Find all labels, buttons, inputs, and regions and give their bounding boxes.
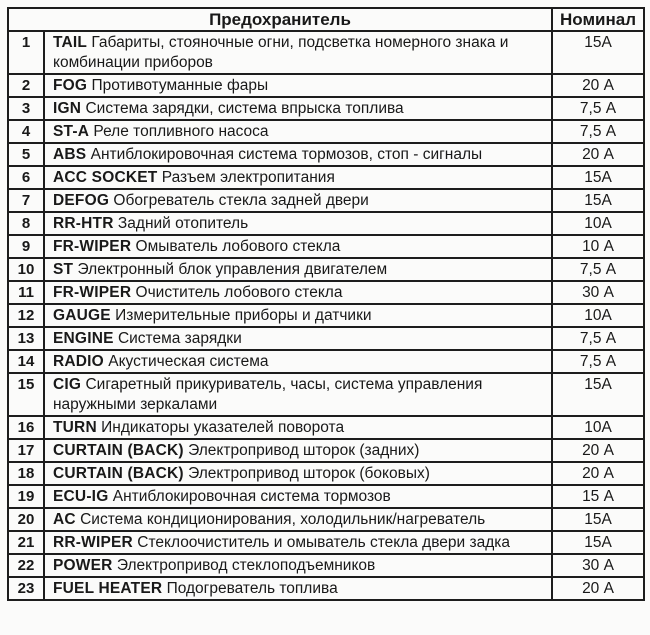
fuse-description — [44, 235, 552, 258]
table-row — [8, 281, 644, 304]
table-row — [8, 212, 644, 235]
fuse-number: 7 — [8, 189, 44, 212]
fuse-rating: 15A — [552, 31, 644, 74]
fuse-description-text: Стеклоочиститель и омыватель стекла двери задка — [132, 534, 511, 551]
table-row — [8, 373, 644, 416]
fuse-code: FOG — [53, 77, 88, 94]
fuse-description — [44, 31, 552, 74]
fuse-rating: 7,5 А — [552, 120, 644, 143]
fuse-code: ACC SOCKET — [53, 169, 158, 186]
fuse-code: ABS — [53, 146, 87, 163]
fuse-code: GAUGE — [53, 307, 111, 324]
fuse-number: 15 — [8, 373, 44, 416]
table-row — [8, 350, 644, 373]
fuse-description — [44, 462, 552, 485]
fuse-number: 19 — [8, 485, 44, 508]
fuse-description — [44, 97, 552, 120]
fuse-rating: 30 А — [552, 554, 644, 577]
fuse-description-text: Задний отопитель — [113, 215, 249, 232]
fuse-number: 5 — [8, 143, 44, 166]
fuse-code: IGN — [53, 100, 82, 117]
fuse-description-text: Акустическая система — [103, 353, 269, 370]
fuse-code: TURN — [53, 419, 97, 436]
fuse-number: 20 — [8, 508, 44, 531]
fuse-rating: 10А — [552, 416, 644, 439]
fuse-rating: 15А — [552, 373, 644, 416]
fuse-description — [44, 166, 552, 189]
table-row — [8, 439, 644, 462]
rating-column-header: Номинал — [552, 8, 644, 31]
fuse-rating: 7,5 А — [552, 258, 644, 281]
fuse-code: RR-HTR — [53, 215, 114, 232]
fuse-description-text: Система зарядки, система впрыска топлива — [81, 100, 404, 117]
fuse-description-text: Измерительные приборы и датчики — [110, 307, 372, 324]
fuse-code: FUEL HEATER — [53, 580, 163, 597]
fuse-code: FR-WIPER — [53, 284, 132, 301]
table-row — [8, 189, 644, 212]
fuse-number: 2 — [8, 74, 44, 97]
fuse-rating: 30 А — [552, 281, 644, 304]
fuse-number: 10 — [8, 258, 44, 281]
fuse-code: DEFOG — [53, 192, 110, 209]
fuse-description-text: Система зарядки — [113, 330, 242, 347]
fuse-description-text: Противотуманные фары — [87, 77, 269, 94]
fuse-description-text: Электропривод шторок (боковых) — [183, 465, 430, 482]
fuse-number: 6 — [8, 166, 44, 189]
fuse-description — [44, 577, 552, 600]
fuse-table-header — [8, 8, 644, 31]
fuse-number: 3 — [8, 97, 44, 120]
fuse-number: 4 — [8, 120, 44, 143]
fuse-number: 22 — [8, 554, 44, 577]
fuse-description-text: Омыватель лобового стекла — [131, 238, 341, 255]
fuse-code: CURTAIN (BACK) — [53, 442, 184, 459]
fuse-description — [44, 485, 552, 508]
fuse-number: 18 — [8, 462, 44, 485]
fuse-code: CURTAIN (BACK) — [53, 465, 184, 482]
table-row — [8, 554, 644, 577]
fuse-rating: 7,5 А — [552, 327, 644, 350]
table-row — [8, 97, 644, 120]
fuse-description — [44, 439, 552, 462]
fuse-description — [44, 189, 552, 212]
fuse-number: 13 — [8, 327, 44, 350]
fuse-description — [44, 350, 552, 373]
fuse-rating: 15А — [552, 166, 644, 189]
fuse-number: 12 — [8, 304, 44, 327]
fuse-rating: 20 А — [552, 462, 644, 485]
fuse-description — [44, 120, 552, 143]
fuse-code: FR-WIPER — [53, 238, 132, 255]
table-row — [8, 416, 644, 439]
fuse-code: POWER — [53, 557, 113, 574]
fuse-number: 14 — [8, 350, 44, 373]
fuse-number: 8 — [8, 212, 44, 235]
table-row — [8, 531, 644, 554]
fuse-description — [44, 143, 552, 166]
fuse-description-text: Подогреватель топлива — [162, 580, 338, 597]
fuse-rating: 20 А — [552, 439, 644, 462]
fuse-code: ECU-IG — [53, 488, 109, 505]
fuse-column-header: Предохранитель — [8, 8, 552, 31]
fuse-number: 21 — [8, 531, 44, 554]
fuse-rating: 20 А — [552, 577, 644, 600]
fuse-rating: 10 А — [552, 235, 644, 258]
fuse-number: 16 — [8, 416, 44, 439]
fuse-rating: 20 А — [552, 143, 644, 166]
fuse-rating: 10А — [552, 212, 644, 235]
table-row — [8, 508, 644, 531]
fuse-number: 17 — [8, 439, 44, 462]
fuse-description — [44, 508, 552, 531]
fuse-rating: 7,5 А — [552, 350, 644, 373]
fuse-description — [44, 554, 552, 577]
fuse-description-text: Обогреватель стекла задней двери — [109, 192, 369, 209]
fuse-number: 1 — [8, 31, 44, 74]
table-row — [8, 235, 644, 258]
fuse-description-text: Система кондиционирования, холодильник/нагреватель — [75, 511, 486, 528]
fuse-number: 23 — [8, 577, 44, 600]
fuse-code: ST-A — [53, 123, 90, 140]
fuse-code: RR-WIPER — [53, 534, 133, 551]
fuse-description — [44, 416, 552, 439]
fuse-description — [44, 258, 552, 281]
table-row — [8, 327, 644, 350]
fuse-number: 11 — [8, 281, 44, 304]
table-row — [8, 143, 644, 166]
fuse-code: ENGINE — [53, 330, 114, 347]
fuse-code: TAIL — [53, 34, 88, 51]
fuse-description-text: Сигаретный прикуриватель, часы, система управления наружными зеркалами — [53, 376, 483, 413]
fuse-description-text: Разъем электропитания — [157, 169, 335, 186]
fuse-code: RADIO — [53, 353, 104, 370]
fuse-table-body — [8, 31, 644, 600]
table-row — [8, 577, 644, 600]
table-row — [8, 485, 644, 508]
fuse-description-text: Электронный блок управления двигателем — [73, 261, 388, 278]
fuse-code: CIG — [53, 376, 82, 393]
fuse-description — [44, 212, 552, 235]
fuse-number: 9 — [8, 235, 44, 258]
fuse-table — [7, 7, 645, 601]
header-row — [8, 8, 644, 31]
fuse-description-text: Антиблокировочная система тормозов, стоп - сигналы — [86, 146, 483, 163]
table-row — [8, 31, 644, 74]
table-row — [8, 258, 644, 281]
fuse-rating: 15А — [552, 508, 644, 531]
fuse-rating: 10А — [552, 304, 644, 327]
fuse-description — [44, 531, 552, 554]
fuse-rating: 7,5 А — [552, 97, 644, 120]
fuse-code: ST — [53, 261, 74, 278]
fuse-description-text: Электропривод стеклоподъемников — [112, 557, 376, 574]
table-row — [8, 462, 644, 485]
fuse-description-text: Индикаторы указателей поворота — [96, 419, 345, 436]
fuse-description — [44, 281, 552, 304]
fuse-description-text: Антиблокировочная система тормозов — [108, 488, 391, 505]
table-row — [8, 74, 644, 97]
fuse-description-text: Очиститель лобового стекла — [131, 284, 343, 301]
fuse-description — [44, 74, 552, 97]
fuse-description — [44, 304, 552, 327]
fuse-rating: 15А — [552, 189, 644, 212]
fuse-rating: 15А — [552, 531, 644, 554]
fuse-description — [44, 327, 552, 350]
table-row — [8, 120, 644, 143]
fuse-description-text: Электропривод шторок (задних) — [183, 442, 420, 459]
fuse-code: AC — [53, 511, 76, 528]
fuse-description-text: Реле топливного насоса — [89, 123, 269, 140]
table-row — [8, 166, 644, 189]
fuse-rating: 15 А — [552, 485, 644, 508]
fuse-description-text: Габариты, стояночные огни, подсветка номерного знака и комбинации приборов — [53, 34, 509, 71]
fuse-description — [44, 373, 552, 416]
table-row — [8, 304, 644, 327]
fuse-rating: 20 А — [552, 74, 644, 97]
